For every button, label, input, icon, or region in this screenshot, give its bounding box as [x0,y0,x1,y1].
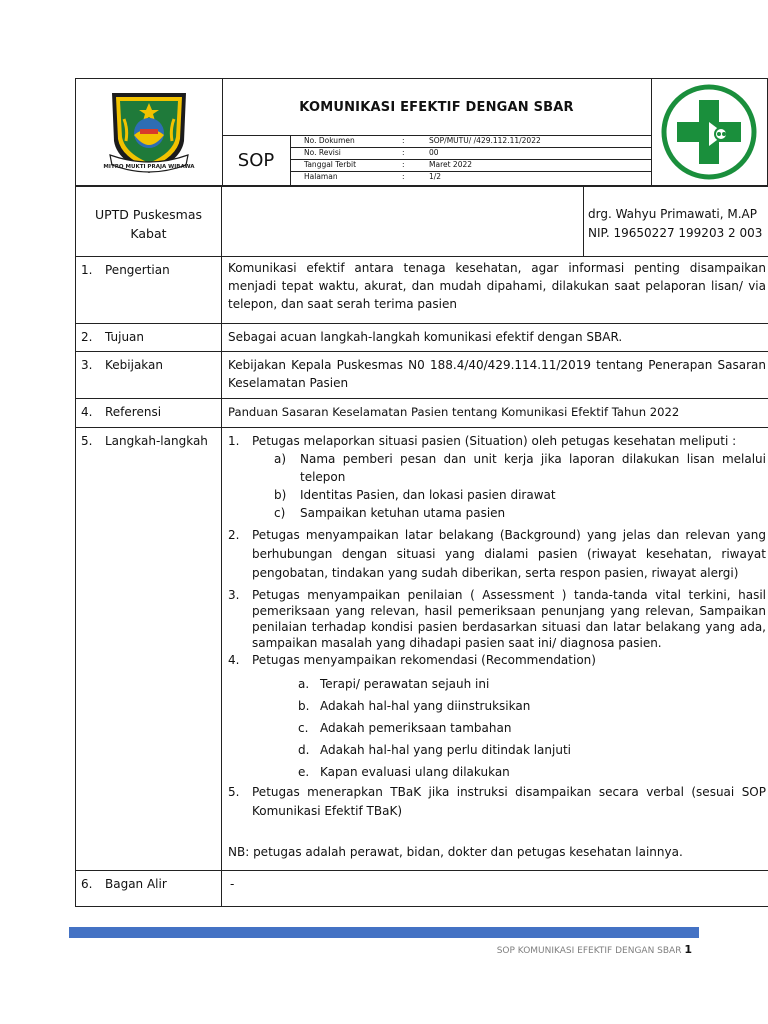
regency-crest-icon [76,79,222,185]
substep-text: Identitas Pasien, dan lokasi pasien dirawat [300,488,556,502]
substep-letter: a. [298,677,310,691]
substep-item [228,504,766,522]
sop-header [75,78,768,186]
table-row [76,428,768,871]
step-text: Petugas menerapkan TBaK jika instruksi disampaikan secara verbal (sesuai SOP Komunikasi Efektif TBaK) [252,785,766,818]
meta-value: 1/2 [429,172,442,181]
footer-bar [69,927,699,938]
meta-colon: : [402,148,405,157]
step-item [228,651,766,669]
meta-colon: : [402,160,405,169]
substep-text: Sampaikan ketuhan utama pasien [300,506,506,520]
section-label: Kebijakan [105,358,163,372]
meta-row [290,171,651,183]
section-number: 3. [81,358,93,372]
table-row [76,352,768,399]
procedure-steps [222,428,768,871]
section-text: Sebagai acuan langkah-langkah komunikasi efektif dengan SBAR. [222,324,768,352]
section-label-cell [76,257,222,324]
section-number: 1. [81,263,93,277]
substep-item [228,695,766,717]
section-label: Pengertian [105,263,170,277]
substep-letter: d. [298,743,310,757]
substep-item [228,450,766,486]
section-label-cell [76,399,222,428]
step-text: Petugas menyampaikan latar belakang (Background) yang jelas dan relevan yang berhubungan dengan situasi yang dialami pasien (riwayat kesehatan, riwayat pengobatan, tindakan yang sudah diberikan, serta respon pasien, riwayat alergi) [252,528,766,580]
substep-item [228,739,766,761]
substep-item [228,717,766,739]
substep-item [228,673,766,695]
section-label-cell [76,428,222,871]
section-text: Komunikasi efektif antara tenaga kesehatan, agar informasi penting disampaikan menjadi tepat waktu, akurat, dan mudah dipahami, dilakukan saat pelaporan lisan/ via telepon, dan saat serah terima pasien [222,257,768,324]
meta-value: Maret 2022 [429,160,473,169]
meta-label: Tanggal Terbit [304,160,357,169]
puskesmas-logo [651,79,767,185]
unit-name: UPTD Puskesmas Kabat [76,187,222,257]
page-footer [497,943,692,956]
substep-item [228,486,766,504]
step-number: 3. [228,588,240,602]
step-item [228,526,766,583]
substep-letter: b. [298,699,310,713]
puskesmas-cross-icon [661,84,757,180]
meta-value: SOP/MUTU/ /429.112.11/2022 [429,136,541,145]
section-number: 5. [81,434,93,448]
sop-table [75,186,768,907]
section-text: Panduan Sasaran Keselamatan Pasien tentang Komunikasi Efektif Tahun 2022 [222,399,768,428]
section-number: 2. [81,330,93,344]
table-row [76,399,768,428]
substep-text: Nama pemberi pesan dan unit kerja jika laporan dilakukan lisan melalui telepon [300,452,766,484]
footer-text: SOP KOMUNIKASI EFEKTIF DENGAN SBAR [496,946,682,956]
section-label: Bagan Alir [105,877,167,891]
section-text: Kebijakan Kepala Puskesmas N0 188.4/40/429.114.11/2019 tentang Penerapan Sasaran Keselamatan Pasien [222,352,768,399]
step-item [228,432,766,450]
substep-letter: c) [274,506,286,520]
section-label: Langkah-langkah [105,434,208,448]
step-text: Petugas melaporkan situasi pasien (Situation) oleh petugas kesehatan meliputi : [252,434,737,448]
step-text: Petugas menyampaikan penilaian ( Assessment ) tanda-tanda vital terkini, hasil pemeriksaan yang relevan, hasil pemeriksaan penunjang yang relevan, Sampaikan penilaian terhadap kondisi pasien berdasarkan situasi dan latar belakang yang ada, sampaikan masalah yang dihadapi pasien saat ini/ diagnosa pasien. [252,588,766,650]
step-item [228,587,766,651]
meta-label: Halaman [304,172,338,181]
meta-colon: : [402,172,405,181]
page-number: 1 [684,943,692,956]
step-number: 2. [228,528,240,542]
substep-text: Terapi/ perawatan sejauh ini [320,677,490,691]
table-row [76,257,768,324]
meta-colon: : [402,136,405,145]
document-meta [290,135,651,185]
section-label-cell [76,324,222,352]
section-label-cell [76,871,222,907]
section-text: - [222,871,768,907]
procedure-note: NB: petugas adalah perawat, bidan, dokter dan petugas kesehatan lainnya. [228,845,683,859]
step-number: 4. [228,653,240,667]
step-number: 1. [228,434,240,448]
empty-cell [222,187,584,257]
section-label-cell [76,352,222,399]
substep-text: Adakah hal-hal yang perlu ditindak lanjuti [320,743,571,757]
document-title: KOMUNIKASI EFEKTIF DENGAN SBAR [222,79,651,136]
substep-text: Adakah hal-hal yang diinstruksikan [320,699,531,713]
official-nip: NIP. 19650227 199203 2 003 [588,226,763,240]
section-number: 6. [81,877,93,891]
meta-label: No. Revisi [304,148,341,157]
official-name: drg. Wahyu Primawati, M.AP [588,207,757,221]
step-number: 5. [228,785,240,799]
substep-text: Adakah pemeriksaan tambahan [320,721,512,735]
table-row [76,187,768,257]
official-block [584,187,768,257]
meta-value: 00 [429,148,439,157]
step-item [228,783,766,821]
section-label: Referensi [105,405,162,419]
table-row [76,324,768,352]
table-row [76,871,768,907]
substep-item [228,761,766,783]
substep-letter: b) [274,488,287,502]
substep-letter: c. [298,721,309,735]
meta-label: No. Dokumen [304,136,355,145]
section-number: 4. [81,405,93,419]
logo-motto-text: MITRO MUKTI PRAJA WIBAWA [103,164,195,170]
substep-letter: a) [274,452,287,466]
section-label: Tujuan [105,330,145,344]
regency-logo [76,79,222,185]
substep-text: Kapan evaluasi ulang dilakukan [320,765,510,779]
step-text: Petugas menyampaikan rekomendasi (Recommendation) [252,653,596,667]
sop-label: SOP [222,135,291,185]
substep-letter: e. [298,765,310,779]
